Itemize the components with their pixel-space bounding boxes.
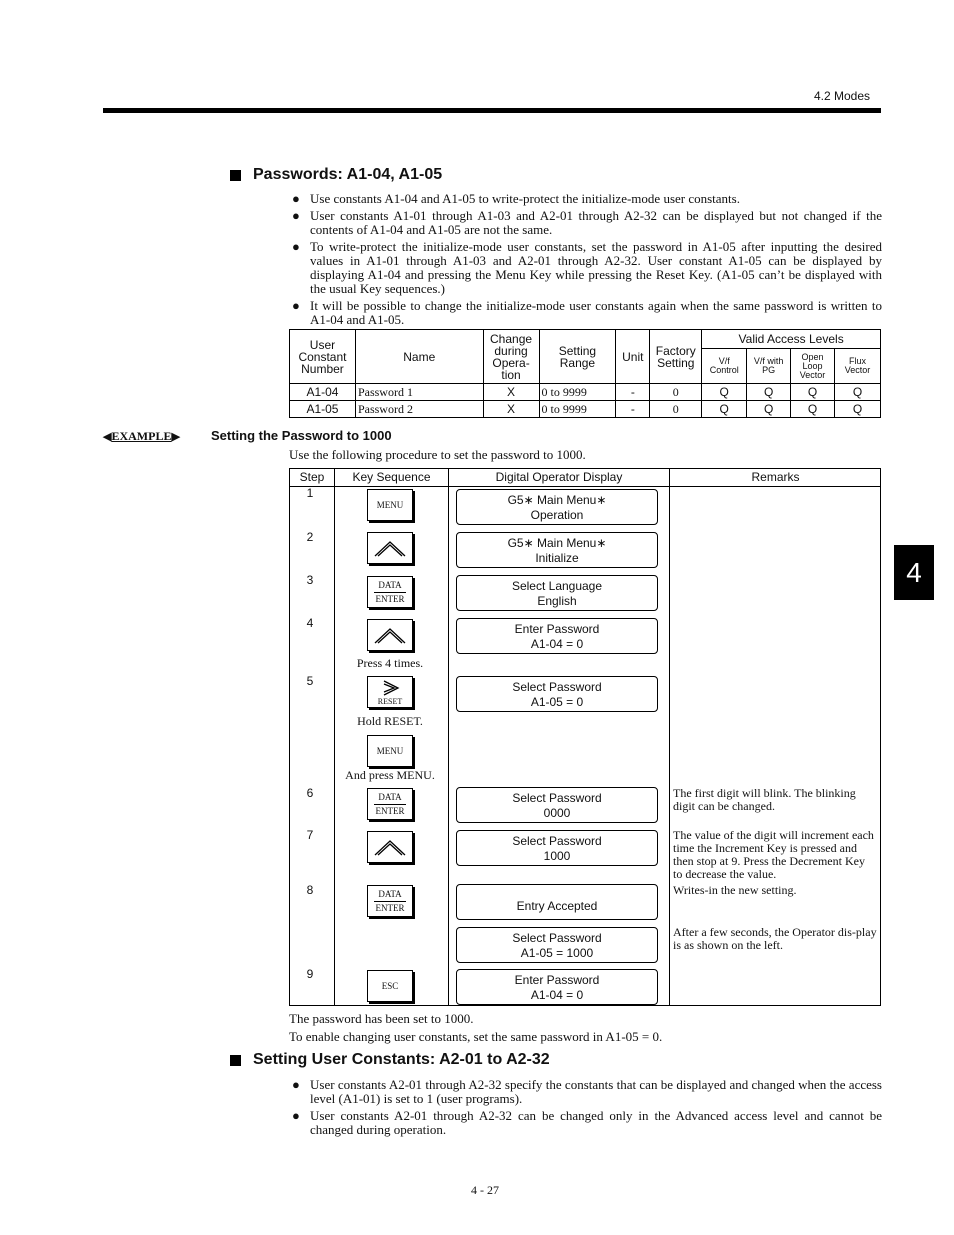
section-heading-passwords [230, 166, 442, 184]
data-enter-key[interactable] [367, 576, 413, 608]
blinking-digit-value: 1000 [543, 849, 571, 863]
data-enter-key[interactable] [367, 788, 413, 820]
list-item [292, 240, 882, 296]
increment-key-icon [368, 533, 412, 563]
reset-key[interactable] [367, 676, 413, 708]
list-item [292, 299, 882, 327]
section-title: Setting User Constants: A2-01 to A2-32 [253, 1051, 550, 1068]
header-divider [290, 486, 880, 487]
col-header-unit: Unit [616, 330, 650, 384]
operator-display [456, 489, 658, 525]
bullet-text: Use constants A1-04 and A1-05 to write-protect the initialize-mode user constants. [310, 191, 740, 206]
key-label: ENTER [375, 903, 405, 913]
col-header-remarks: Remarks [751, 470, 800, 484]
display-line1: Select Language [511, 579, 603, 593]
cell-factory: 0 [650, 401, 702, 418]
remark-step8: Writes-in the new setting. [673, 883, 797, 897]
display-line2: A1-05 = 1000 [520, 946, 594, 960]
display-line2: Initialize [535, 551, 579, 565]
press-count-note: Press 4 times. [356, 656, 424, 670]
header-line: during [494, 343, 528, 358]
header-line: Loop [802, 360, 823, 371]
remark-step7: The value of the digit will increment each time the Increment Key is pressed and then stop at 9. Press the Decrement Key to decrease the value. [673, 828, 874, 881]
key-label: ENTER [375, 806, 405, 816]
col-header-flux [835, 349, 881, 384]
increment-key[interactable] [367, 532, 413, 564]
bullet-icon: ● [292, 1108, 300, 1123]
header-line: Range [559, 355, 596, 370]
operator-display [456, 618, 658, 654]
bullet-text: User constants A2-01 through A2-32 can be changed only in the Advanced access level and cannot be changed during operation. [310, 1108, 882, 1137]
cell-olv: Q [791, 401, 835, 418]
header-line: V/f [718, 356, 730, 366]
header-line: Change [490, 331, 533, 346]
cell-change: X [483, 384, 539, 401]
bullet-icon: ● [292, 191, 300, 206]
header-line: Vector [799, 369, 826, 380]
col-header-step: Step [299, 470, 325, 484]
data-enter-key[interactable] [367, 885, 413, 917]
cell-flux: Q [835, 401, 881, 418]
increment-key[interactable] [367, 619, 413, 651]
cell-number: A1-04 [290, 384, 356, 401]
chapter-tab: 4 [894, 545, 934, 600]
step-number: 5 [306, 674, 314, 688]
col-header-vfpg [747, 349, 791, 384]
col-header-olv [791, 349, 835, 384]
header-line: Constant [298, 349, 347, 364]
cell-change: X [483, 401, 539, 418]
header-rule [103, 108, 881, 113]
header-line: User [309, 337, 336, 352]
step-number: 1 [306, 486, 314, 500]
col-header-number [290, 330, 356, 384]
list-item [292, 192, 882, 206]
display-line1: G5∗ Main Menu∗ [507, 536, 607, 550]
result-text: The password has been set to 1000. [289, 1011, 474, 1026]
display-line2: Operation [530, 508, 584, 522]
table-row [290, 401, 881, 418]
key-label: DATA [378, 580, 402, 590]
esc-key[interactable] [367, 970, 413, 1002]
cell-name: Password 1 [355, 384, 483, 401]
example-tag [103, 429, 180, 444]
key-label: MENU [376, 746, 404, 756]
cell-factory: 0 [650, 384, 702, 401]
menu-key[interactable] [367, 489, 413, 521]
cell-flux: Q [835, 384, 881, 401]
display-line2: English [537, 594, 577, 608]
display-line2: A1-04 = 0 [530, 988, 584, 1002]
col-header-display: Digital Operator Display [495, 470, 623, 484]
operator-display [456, 676, 658, 712]
header-line: V/f with [753, 356, 784, 366]
operator-display [456, 787, 658, 823]
increment-key-icon [368, 832, 412, 862]
display-line2: A1-05 = 0 [530, 695, 584, 709]
cell-unit: - [616, 401, 650, 418]
cell-vfpg: Q [747, 384, 791, 401]
col-header-change [483, 330, 539, 384]
bullet-icon: ● [292, 298, 300, 313]
cell-range: 0 to 9999 [539, 401, 616, 418]
header-line: Opera- [492, 355, 530, 370]
column-divider [448, 469, 449, 1005]
cell-name: Password 2 [355, 401, 483, 418]
key-label: RESET [377, 697, 403, 706]
table-row [290, 384, 881, 401]
display-line1: Select Password [512, 931, 602, 945]
display-line1: Select Password [512, 791, 602, 805]
key-label: DATA [378, 792, 402, 802]
bullet-icon: ● [292, 208, 300, 223]
header-line: Control [709, 365, 739, 375]
section-heading-user-constants [230, 1051, 550, 1069]
passwords-bullet-list [292, 192, 882, 330]
header-line: Open [801, 351, 824, 362]
header-line: Setting [558, 343, 597, 358]
step-number: 9 [306, 967, 314, 981]
key-label: ENTER [375, 594, 405, 604]
square-bullet-icon [230, 1055, 241, 1066]
example-label: EXAMPLE [111, 429, 172, 443]
hold-reset-note: Hold RESET. [357, 714, 423, 728]
col-header-name: Name [355, 330, 483, 384]
display-line1: Enter Password [514, 973, 600, 987]
header-line: Factory [655, 343, 696, 358]
operator-display [456, 532, 658, 568]
header-line: tion [501, 367, 521, 382]
increment-key-icon [368, 620, 412, 650]
bullet-icon: ● [292, 239, 300, 254]
bullet-text: User constants A1-01 through A1-03 and A2-01 through A2-32 can be displayed but not changed if the contents of A1-04 and A1-05 are not the same. [310, 208, 882, 237]
menu-key[interactable] [367, 735, 413, 767]
display-line2: A1-04 = 0 [530, 637, 584, 651]
operator-display [456, 927, 658, 963]
list-item [292, 209, 882, 237]
reenable-text: To enable changing user constants, set the same password in A1-05 = 0. [289, 1029, 663, 1044]
step-number: 2 [306, 530, 314, 544]
remark-after-step8: After a few seconds, the Operator dis-play is as shown on the left. [673, 925, 877, 952]
header-line: PG [762, 365, 776, 375]
key-label: ESC [381, 981, 399, 991]
col-header-range [539, 330, 616, 384]
page-number: 4 - 27 [471, 1183, 499, 1197]
list-item [292, 1109, 882, 1137]
step-number: 8 [306, 883, 314, 897]
cell-vf: Q [702, 384, 747, 401]
column-divider [334, 469, 335, 1005]
header-line: Setting [657, 355, 695, 370]
display-line2: Entry Accepted [516, 899, 598, 913]
cell-number: A1-05 [290, 401, 356, 418]
col-header-keys: Key Sequence [352, 470, 431, 484]
header-line: Flux [848, 356, 866, 366]
step-number: 3 [306, 573, 314, 587]
cell-range: 0 to 9999 [539, 384, 616, 401]
triangle-right-icon: ▶ [171, 431, 180, 443]
bullet-text: It will be possible to change the initialize-mode user constants again when the same password is written to A1-04 and A1-05. [310, 298, 882, 327]
operator-display [456, 575, 658, 611]
step-number: 4 [306, 616, 314, 630]
constants-table [289, 329, 881, 418]
and-menu-note: And press MENU. [345, 768, 435, 782]
increment-key[interactable] [367, 831, 413, 863]
square-bullet-icon [230, 170, 241, 181]
cell-vf: Q [702, 401, 747, 418]
blinking-digit-value: 0000 [543, 806, 571, 820]
example-intro: Use the following procedure to set the password to 1000. [289, 447, 586, 462]
display-line1: Enter Password [514, 622, 600, 636]
bullet-text: User constants A2-01 through A2-32 specify the constants that can be displayed and changed when the access level (A1-01) is set to 1 (user programs). [310, 1077, 882, 1106]
operator-display [456, 830, 658, 866]
col-header-access: Valid Access Levels [702, 330, 881, 349]
display-line1: Select Password [512, 834, 602, 848]
display-line1: G5∗ Main Menu∗ [507, 493, 607, 507]
example-title: Setting the Password to 1000 [211, 428, 392, 443]
step-number: 7 [306, 828, 314, 842]
header-line: Vector [844, 365, 871, 375]
bullet-icon: ● [292, 1077, 300, 1092]
col-header-vf [702, 349, 747, 384]
bullet-text: To write-protect the initialize-mode user constants, set the password in A1-05 after inputting the desired values in A1-01 through A1-03 and A2-01 through A2-32. User constant A1-05 can be displayed by displaying A1-04 and pressing the Menu Key while pressing the Reset Key. (A1-05 can’t be displayed with the usual Key sequences.) [310, 239, 882, 296]
triangle-left-icon: ◀ [103, 431, 112, 443]
list-item [292, 1078, 882, 1106]
operator-display [456, 969, 658, 1005]
remark-step6: The first digit will blink. The blinking digit can be changed. [673, 786, 856, 813]
running-header: 4.2 Modes [813, 89, 870, 103]
user-constants-bullet-list [292, 1078, 882, 1140]
header-line: Number [301, 361, 344, 376]
operator-display [456, 884, 658, 920]
step-number: 6 [306, 786, 314, 800]
cell-unit: - [616, 384, 650, 401]
cell-olv: Q [791, 384, 835, 401]
key-label: DATA [378, 889, 402, 899]
column-divider [669, 469, 670, 1005]
col-header-factory [650, 330, 702, 384]
cell-vfpg: Q [747, 401, 791, 418]
key-label: MENU [376, 500, 404, 510]
section-title: Passwords: A1-04, A1-05 [253, 166, 443, 183]
display-line1: Select Password [512, 680, 602, 694]
